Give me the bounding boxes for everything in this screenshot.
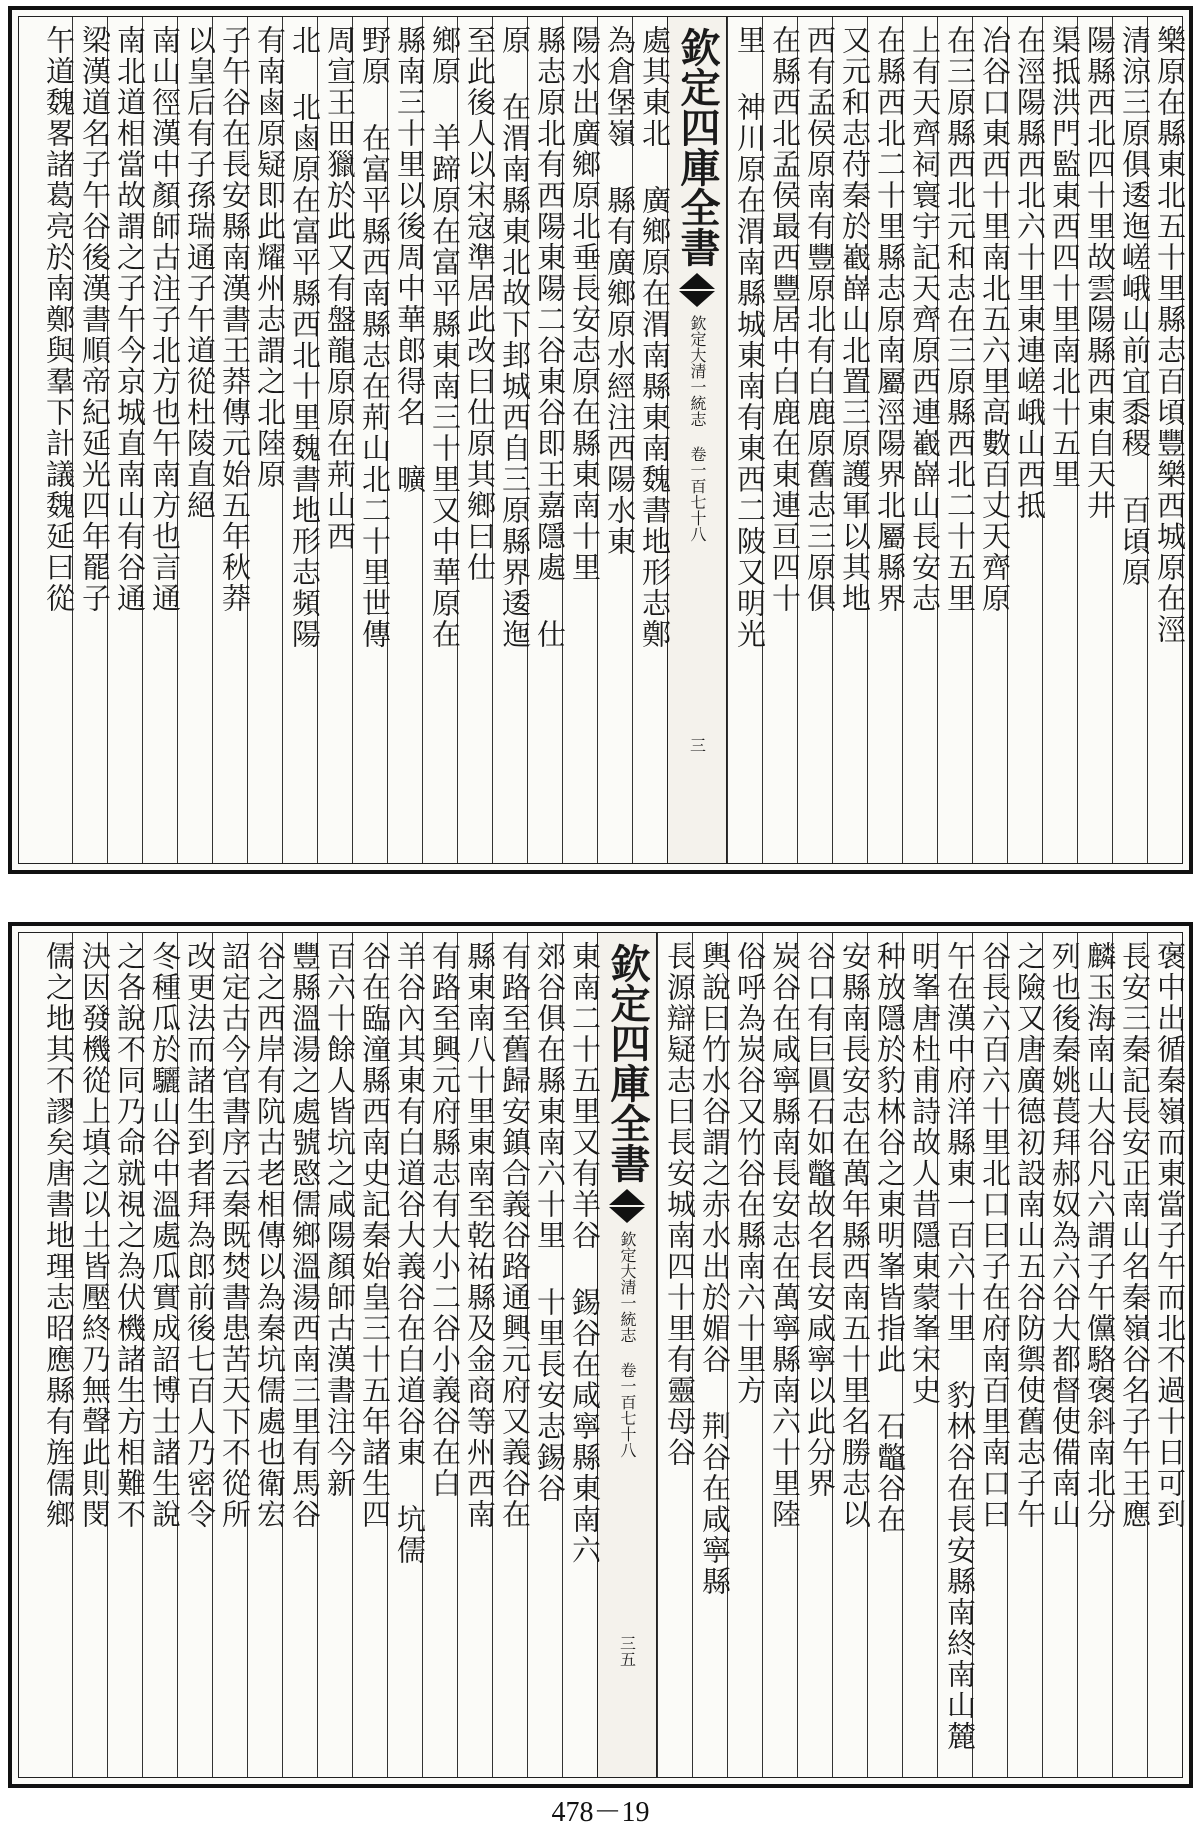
lower-page xyxy=(8,922,1193,1788)
column-text: 梁漢道名子午谷後漢書順帝紀延光四年罷子 xyxy=(78,25,112,614)
column-text: 又元和志苻秦於嶻嶭山北置三原護軍以其地 xyxy=(838,25,872,614)
volume-label: 欽定大清一統志 卷一百七十八 xyxy=(618,1231,637,1458)
column-text: 郊谷俱在縣東南六十里 十里長安志錫谷 xyxy=(533,941,567,1504)
page-footer-label: 478－19 xyxy=(551,1797,650,1828)
lower-page-columns xyxy=(19,933,1187,1777)
book-title: 欽定四庫全書 xyxy=(674,27,721,267)
column-text: 輿說曰竹水谷謂之赤水出於媚谷 荆谷在咸寧縣 xyxy=(698,941,732,1597)
column-text: 上有天齊祠寰宇記天齊原西連嶻嶭山長安志 xyxy=(908,25,942,614)
column-text: 縣東南八十里東南至乾祐縣及金商等州西南 xyxy=(463,941,497,1530)
column-text: 羊谷內其東有白道谷大義谷在白道谷東 坑儒 xyxy=(393,941,427,1566)
column-text: 樂原在縣東北五十里縣志百頃豐樂西城原在涇 xyxy=(1153,25,1187,645)
column-text: 在涇陽縣西北六十里東連嵯峨山西抵 xyxy=(1013,25,1047,521)
leaf-number: 三五 xyxy=(617,1635,637,1667)
column-text: 列也後秦姚萇拜郝奴為六谷大都督使備南山 xyxy=(1048,941,1082,1530)
text-column-left-18 xyxy=(37,17,76,863)
column-text: 种放隱於豹林谷之東明峯皆指此 石鼈谷在 xyxy=(873,941,907,1535)
column-text: 為倉堡嶺 縣有廣鄉原水經注西陽水東 xyxy=(603,25,637,557)
upper-page-frame xyxy=(18,16,1187,864)
column-text: 處其東北 廣鄉原在渭南縣東南魏書地形志鄭 xyxy=(638,25,672,650)
column-text: 縣志原北有西陽東陽二谷東谷即王嘉隱處 仕 xyxy=(533,25,567,650)
column-text: 安縣南長安志在萬年縣西南五十里名勝志以 xyxy=(838,941,872,1530)
column-text: 決因發機從上填之以土皆壓終乃無聲此則閔 xyxy=(78,941,112,1530)
column-text: 以皇后有子孫瑞通子午道從杜陵直絕 xyxy=(183,25,217,521)
column-text: 有南鹵原疑即此耀州志謂之北陸原 xyxy=(253,25,287,490)
column-text: 北 北鹵原在富平縣西北十里魏書地形志頻陽 xyxy=(288,25,322,650)
column-text: 詔定古今官書序云秦既焚書患苦天下不從所 xyxy=(218,941,252,1530)
column-text: 鄉原 羊蹄原在富平縣東南三十里又中華原在 xyxy=(428,25,462,650)
column-text: 豐縣溫湯之處號愍儒鄉溫湯西南三里有馬谷 xyxy=(288,941,322,1530)
column-text: 谷長六百六十里北口曰子在府南百里南口曰 xyxy=(978,941,1012,1530)
upper-page xyxy=(8,6,1193,874)
column-text: 原 在渭南縣東北故下邽城西自三原縣界逶迤 xyxy=(498,25,532,650)
column-text: 長源辯疑志曰長安城南四十里有靈母谷 xyxy=(663,941,697,1468)
column-text: 西有孟侯原南有豐原北有白鹿原舊志三原俱 xyxy=(803,25,837,614)
column-text: 谷之西岸有阬古老相傳以為秦坑儒處也衛宏 xyxy=(253,941,287,1530)
column-text: 冶谷口東西十里南北五六里高數百丈天齊原 xyxy=(978,25,1012,614)
column-text: 褒中出循秦嶺而東當子午而北不過十日可到 xyxy=(1153,941,1187,1530)
column-text: 里 神川原在渭南縣城東南有東西二陂又明光 xyxy=(733,25,767,650)
fishtail-mark-icon xyxy=(675,273,719,309)
column-text: 子午谷在長安縣南漢書王莽傳元始五年秋莽 xyxy=(218,25,252,614)
leaf-number: 三 xyxy=(687,737,707,753)
column-text: 有路至興元府縣志有大小二谷小義谷在白 xyxy=(428,941,462,1499)
column-text: 冬種瓜於驪山谷中溫處瓜實成詔博士諸生說 xyxy=(148,941,182,1530)
column-text: 在三原縣西北元和志在三原縣西北二十五里 xyxy=(943,25,977,614)
column-text: 百六十餘人皆坑之咸陽顏師古漢書注今新 xyxy=(323,941,357,1499)
lower-page-frame xyxy=(18,932,1187,1778)
column-text: 俗呼為炭谷又竹谷在縣南六十里方 xyxy=(733,941,767,1406)
fishtail-mark-icon xyxy=(605,1189,649,1225)
text-column-right-13 xyxy=(727,17,767,863)
upper-page-columns xyxy=(19,17,1187,863)
column-text: 谷在臨潼縣西南史記秦始皇三十五年諸生四 xyxy=(358,941,392,1530)
column-text: 在縣西北孟侯最西豐居中白鹿在東連亘四十 xyxy=(768,25,802,614)
column-text: 至此後人以宋寇準居此改曰仕原其鄉曰仕 xyxy=(463,25,497,583)
column-text: 周宣王田獵於此又有盤龍原原在荊山西 xyxy=(323,25,357,552)
volume-label: 欽定大清一統志 卷一百七十八 xyxy=(688,315,707,542)
column-text: 改更法而諸生到者拜為郎前後七百人乃密令 xyxy=(183,941,217,1530)
column-text: 午道魏畧諸葛亮於南鄭與羣下計議魏延曰從 xyxy=(42,25,76,614)
column-text: 儒之地其不謬矣唐書地理志昭應縣有旌儒鄉 xyxy=(42,941,76,1530)
column-text: 有路至舊歸安鎮合義谷路通興元府又義谷在 xyxy=(498,941,532,1530)
column-text: 炭谷在咸寧縣南長安志在萬寧縣南六十里陸 xyxy=(768,941,802,1530)
column-text: 之各說不同乃命就視之為伏機諸生方相難不 xyxy=(113,941,147,1530)
column-text: 縣南三十里以後周中華郎得名 曠 xyxy=(393,25,427,495)
column-text: 南北道相當故謂之子午今京城直南山有谷通 xyxy=(113,25,147,614)
column-text: 午在漢中府洋縣東一百六十里 豹林谷在長安縣南終南山麓 xyxy=(943,941,977,1752)
column-text: 在縣西北二十里縣志原南屬涇陽界北屬縣界 xyxy=(873,25,907,614)
column-text: 南山徑漢中顏師古注子北方也午南方也言通 xyxy=(148,25,182,614)
column-text: 東南二十五里又有羊谷 錫谷在咸寧縣東南六 xyxy=(568,941,602,1566)
column-text: 谷口有巨圓石如鼈故名長安咸寧以此分界 xyxy=(803,941,837,1499)
column-text: 陽縣西北四十里故雲陽縣西東自天井 xyxy=(1083,25,1117,521)
column-text: 長安三秦記長安正南山名秦嶺谷名子午王應 xyxy=(1118,941,1152,1530)
column-text: 清涼三原俱逶迤嵯峨山前宜黍稷 百頃原 xyxy=(1118,25,1152,588)
column-text: 麟玉海南山大谷凡六謂子午儻駱褒斜南北分 xyxy=(1083,941,1117,1530)
column-text: 陽水出廣鄉原北垂長安志原在縣東南十里 xyxy=(568,25,602,583)
column-text: 明峯唐杜甫詩故人昔隱東蒙峯宋史 xyxy=(908,941,942,1406)
book-title: 欽定四庫全書 xyxy=(604,943,651,1183)
column-text: 野原 在富平縣西南縣志在荊山北二十里世傳 xyxy=(358,25,392,650)
text-column-right-15 xyxy=(657,933,697,1777)
column-text: 渠抵洪門監東西四十里南北十五里 xyxy=(1048,25,1082,490)
column-text: 之險又唐廣德初設南山五谷防禦使舊志子午 xyxy=(1013,941,1047,1530)
text-column-left-16 xyxy=(37,933,76,1777)
